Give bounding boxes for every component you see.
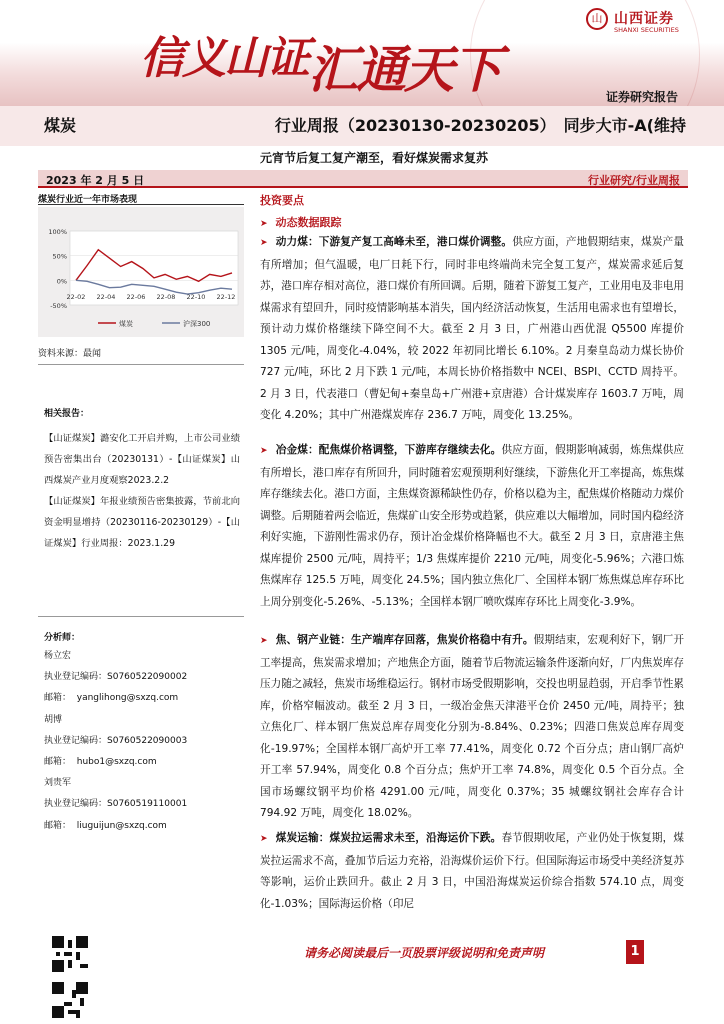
- market-chart: [38, 207, 244, 337]
- analyst-name: 胡博: [44, 714, 63, 725]
- track-title: ➤ 动态数据跟踪: [260, 216, 342, 229]
- bullet-arrow-icon: ➤: [260, 238, 268, 248]
- x-tick-label: 22-06: [126, 293, 146, 301]
- analyst-mail: 邮箱： yanglihong@sxzq.com: [44, 693, 179, 704]
- divider: [38, 616, 244, 617]
- related-title: 相关报告：: [44, 409, 90, 419]
- chart-svg: [38, 207, 244, 337]
- divider: [38, 364, 244, 365]
- paragraph-met-coal: ➤ 冶金煤：配焦煤价格调整，下游库存继续去化。供应方面，假期影响减弱，炼焦煤供应有所增长，港口库存有所回升，同时随着宏观预期利好继续，下游焦化开工率提高，炼焦煤库存继续去化。港口方面，主焦煤资源稀缺性仍存，价格以稳为主，配焦煤价格随动力煤价调整。后期随着两会临近，焦煤矿山安全形势或趋紧，供应难以大幅增加，同时国内稳经济利好实施，下游刚性需求仍存，预计冶金煤价格降幅也不大。截至 2 月 3 日，京唐港主焦煤库提价 2500 元/吨，周持平；1/3 焦煤库提价 2210 元/吨，周变化-5.96%；六港口炼焦煤库存 125.5 万吨，周变化 24.5%；国内独立焦化厂、全国样本钢厂炼焦煤总库存环比上周分别变化-5.26%、-5.13%；全国样本钢厂喷吹煤库存环比上周变化-3.9%。: [260, 444, 685, 608]
- legend-label: 煤炭: [119, 320, 133, 328]
- bullet-arrow-icon: ➤: [260, 219, 268, 229]
- plot-area: [70, 231, 238, 305]
- company-logo: [566, 6, 716, 40]
- x-tick-label: 22-10: [186, 293, 206, 301]
- divider: [38, 204, 244, 205]
- analyst-mail: 邮箱： hubo1@sxzq.com: [44, 757, 157, 768]
- bullet-arrow-icon: ➤: [260, 834, 268, 844]
- y-tick-label: -50%: [50, 302, 67, 310]
- y-tick-label: 50%: [52, 252, 67, 261]
- report-type: 证券研究报告: [605, 90, 678, 104]
- related-reports: [44, 428, 240, 554]
- weekly-title: 行业周报（20230130-20230205） 同步大市-A(维持: [274, 116, 686, 135]
- industry-title: 煤炭: [44, 116, 77, 135]
- chart-title: 煤炭行业近一年市场表现: [38, 195, 138, 205]
- analyst-mail: 邮箱： liuguijun@sxzq.com: [44, 820, 167, 831]
- header-banner: [0, 0, 724, 106]
- paragraph-coke-steel: ➤ 焦、钢产业链：生产端库存回落，焦炭价格稳中有升。假期结束，宏观利好下，钢厂开工率提高，焦炭需求增加；产地焦企方面，随着节后物流运输条件逐渐向好，厂内焦炭库存压力随之减轻，焦炭市场维稳运行。钢材市场受假期影响，交投也明显趋弱，开启季节性累库，价格窄幅波动。截至 2 月 3 日，一级冶金焦天津港平仓价 2450 元/吨，周持平；独立焦化厂、样本钢厂焦炭总库存周变化分别为-8.84%、0.23%；四港口焦炭总库存周变化-19.97%；全国样本钢厂高炉开工率 77.41%，周变化 0.72 个百分点；唐山钢厂高炉开工率 57.94%，周变化 0.8 个百分点；焦炉开工率 74.8%，周变化 0.5 个百分点。全国市场螺纹钢平均价格 4291.00 元/吨，周变化 0.37%；35 城螺纹钢社会库存合计 794.92 万吨，周变化 18.02%。: [260, 634, 684, 819]
- analyst-name: 杨立宏: [44, 651, 72, 661]
- analyst-reg: 执业登记编码：S0760519110001: [44, 799, 188, 810]
- x-tick-label: 22-08: [156, 293, 176, 301]
- main-content: [260, 192, 685, 910]
- invest-title: 投资要点: [260, 194, 304, 207]
- chart-source: 资料来源：最闻: [38, 349, 102, 359]
- bullet-arrow-icon: ➤: [260, 636, 268, 646]
- analyst-reg: 执业登记编码：S0760522090002: [44, 672, 188, 683]
- paragraph-transport: ➤ 煤炭运输：煤炭拉运需求未至，沿海运价下跌。春节假期收尾，产业仍处于恢复期，煤炭拉运需求不高，叠加节后运力充裕，沿海煤价运价下行。但国际海运市场受中美经济复苏等影响，运价止跌回升。截止 2 月 3 日，中国沿海煤炭运价综合指数 574.10 点，周变化-1.03%；国际海运价格（印尼: [260, 832, 685, 910]
- x-tick-label: 22-04: [96, 293, 116, 301]
- analyst-reg: 执业登记编码：S0760522090003: [44, 735, 188, 746]
- sidebar: [38, 192, 244, 831]
- bullet-arrow-icon: ➤: [260, 446, 268, 456]
- slogan: [140, 16, 500, 99]
- slogan-part2: 汇通天下: [308, 40, 500, 99]
- analysts-list: [44, 646, 244, 837]
- logo-en: SHANXI SECURITIES: [614, 26, 679, 34]
- paragraph-thermal-coal: ➤ 动力煤：下游复产复工高峰未至，港口煤价调整。供应方面，产地假期结束，煤炭产量有所增加；但气温暖，电厂日耗下行，同时非电终端尚未完全复工复产，煤炭需求延后复苏，港口库存相对高位，港口煤价有所回调。后期，随着下游复工复产，工业用电及非电用煤需求有望回升，同时疫情影响基本消失，国内经济活动恢复，生活用电需求也有望增长，预计动力煤价格继续下降空间不大。截至 2 月 3 日，广州港山西优混 Q5500 库提价 1305 元/吨，周变化-4.04%，较 2022 年初同比增长 6.10%。2 月秦皇岛动力煤长协价 727 元/吨，环比 2 月下跌 1 元/吨，本周长协价格指数中 NCEI、BSPI、CCTD 周持平。2 月 3 日，代表港口（曹妃甸+秦皇岛+广州港+京唐港）合计煤炭库存 1603.7 万吨，周变化 4.20%；其中广州港煤炭库存 236.7 万吨，周变化 13.25%。: [260, 236, 685, 421]
- page-number: 1: [626, 940, 644, 964]
- slogan-part1: 信义山证: [140, 33, 308, 84]
- report-date: 2023 年 2 月 5 日: [46, 174, 145, 187]
- disclaimer-notice: 请务必阅读最后一页股票评级说明和免责声明: [304, 946, 545, 960]
- x-tick-label: 22-02: [66, 293, 86, 301]
- logo-icon: 山: [586, 8, 608, 30]
- logo-cn: 山西证券: [614, 11, 674, 27]
- analysts-title: 分析师：: [44, 633, 81, 643]
- analyst-name: 刘贵军: [44, 778, 72, 789]
- x-tick-label: 22-12: [216, 293, 236, 301]
- related-text: 【山证煤炭】潞安化工开启并购，上市公司业绩预告密集出台（20230131）-【山证煤炭】山西煤炭产业月度观察2023.2.2 【山证煤炭】年报业绩预告密集披露，节前北向资金明显增持（20230116-20230129）-【山证煤炭】行业周报：2023.1.29: [44, 433, 240, 549]
- legend-label: 沪深300: [183, 320, 211, 328]
- qr-code-icon: [52, 936, 88, 972]
- y-tick-label: 0%: [56, 277, 67, 286]
- report-category: 行业研究/行业周报: [587, 174, 680, 187]
- qr-code-icon: [52, 982, 88, 1018]
- y-tick-label: 100%: [48, 228, 67, 236]
- report-subtitle: 元宵节后复工复产潮至，看好煤炭需求复苏: [260, 151, 489, 165]
